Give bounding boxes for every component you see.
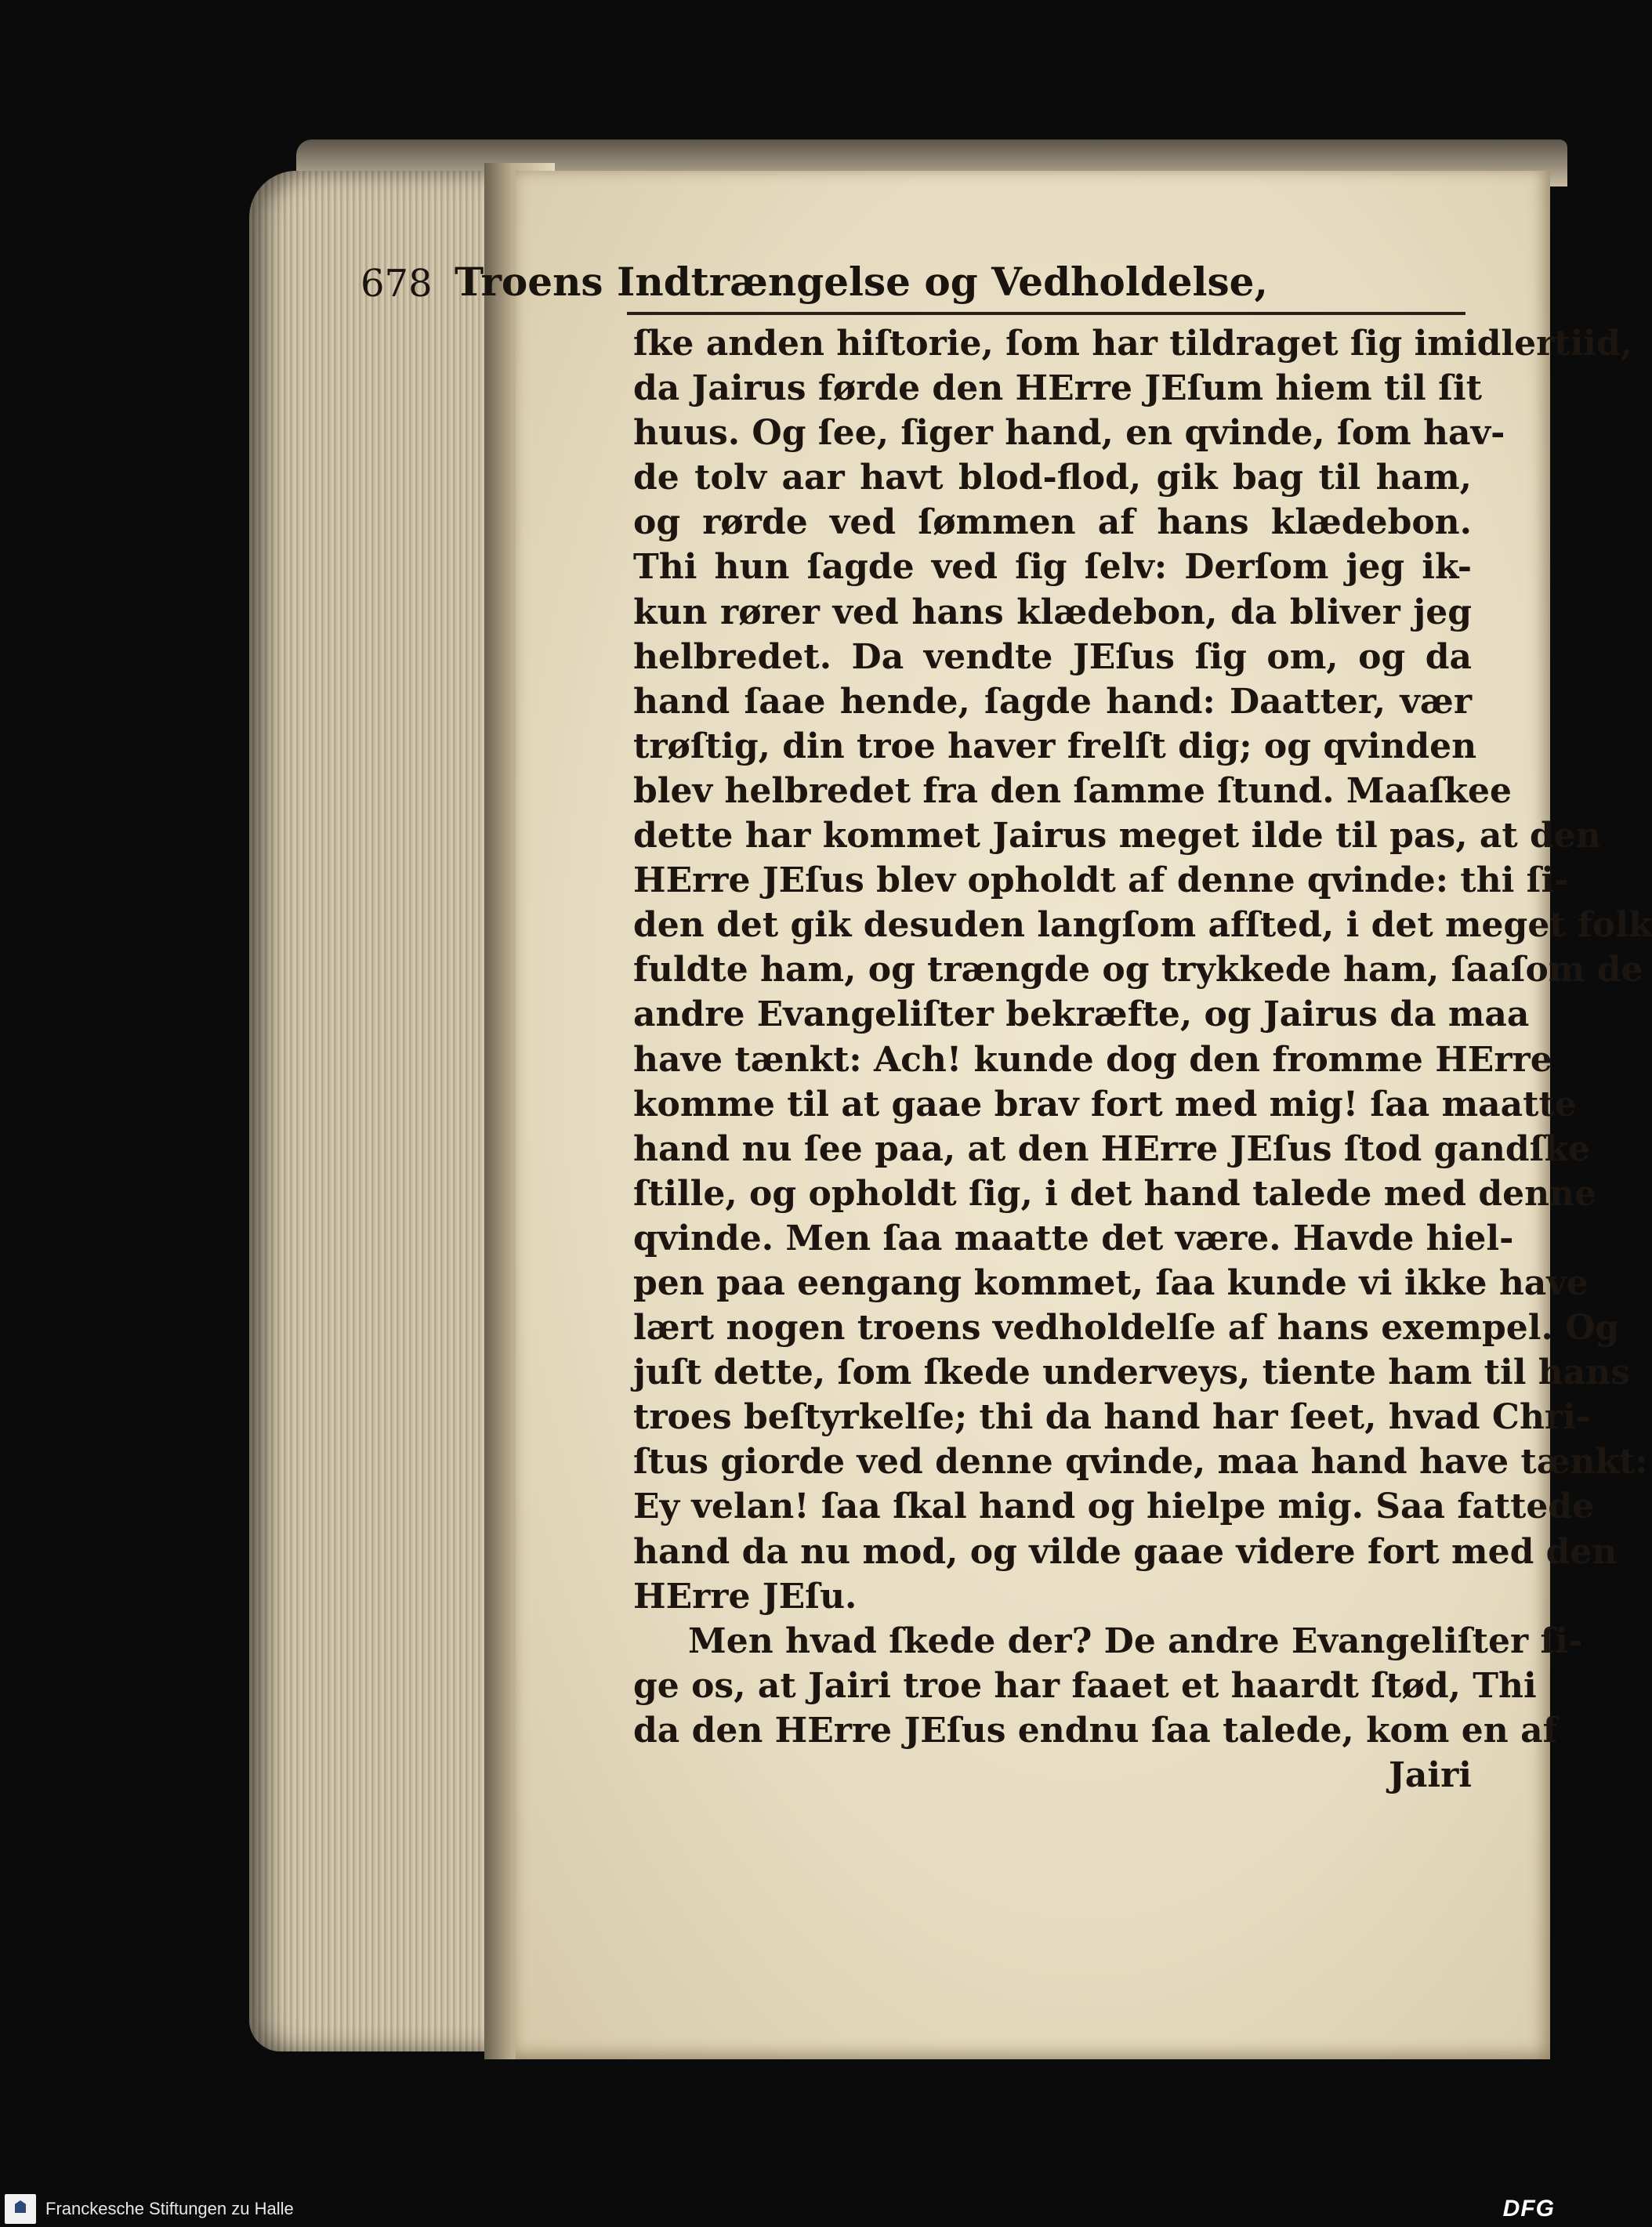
text-line: de tolv aar havt blod-flod, gik bag til ham, <box>633 458 1472 498</box>
text-line: andre Evangeliſter bekræfte, og Jairus da maa <box>633 994 1530 1035</box>
text-line: blev helbredet fra den ſamme ſtund. Maaſkee <box>633 770 1513 811</box>
text-line: pen paa eengang kommet, ſaa kunde vi ikke have <box>633 1262 1589 1303</box>
text-line: Ey velan! ſaa ſkal hand og hielpe mig. Saa fattede <box>633 1486 1595 1527</box>
text-line: Men hvad ſkede der? De andre Evangeliſter ſi- <box>688 1620 1583 1661</box>
text-line: qvinde. Men ſaa maatte det være. Havde hiel- <box>633 1218 1514 1258</box>
text-line: HErre JEſu. <box>633 1576 857 1617</box>
body-text <box>633 321 1652 1798</box>
text-line: ſke anden hiſtorie, ſom har tildraget ſig imidlertiid, <box>633 324 1633 364</box>
text-line: fuldte ham, og trængde og trykkede ham, ſaaſom de <box>633 950 1643 990</box>
text-line: hand ſaae hende, ſagde hand: Daatter, vær <box>633 681 1472 722</box>
dfg-logo: DFG <box>1502 2196 1555 2222</box>
text-line: ſtus giorde ved denne qvinde, maa hand have tænkt: <box>633 1442 1648 1483</box>
viewer-footer <box>0 2191 1567 2227</box>
page-header <box>360 259 1465 315</box>
text-line: hand da nu mod, og vilde gaae videre fort med den <box>633 1531 1618 1572</box>
catchword: Jairi <box>1389 1755 1472 1795</box>
text-line: kun rører ved hans klædebon, da bliver jeg <box>633 592 1472 632</box>
text-line: dette har kommet Jairus meget ilde til pas, at den <box>633 816 1601 856</box>
text-line: Thi hun ſagde ved ſig ſelv: Derſom jeg ik- <box>633 547 1472 588</box>
running-title: Troens Indtrængelse og Vedholdelse, <box>455 259 1268 305</box>
text-line: og rørde ved ſømmen af hans klædebon. <box>633 502 1472 543</box>
text-line: huus. Og ſee, ſiger hand, en qvinde, ſom hav- <box>633 413 1505 454</box>
text-line: juſt dette, ſom ſkede underveys, tiente ham til hans <box>633 1352 1630 1393</box>
text-line: lært nogen troens vedholdelſe af hans exempel. Og <box>633 1308 1620 1349</box>
text-line: trøſtig, din troe haver frelſt dig; og qvinden <box>633 726 1477 766</box>
page-number: 678 <box>360 262 433 306</box>
text-line: da Jairus førde den HErre JEſum hiem til ſit <box>633 368 1483 409</box>
text-line: ſtille, og opholdt ſig, i det hand talede med denne <box>633 1173 1597 1214</box>
text-line: have tænkt: Ach! kunde dog den fromme HErre <box>633 1039 1552 1080</box>
text-line: komme til at gaae brav fort med mig! ſaa maatte <box>633 1084 1577 1124</box>
text-line: da den HErre JEſus endnu ſaa talede, kom en af <box>633 1710 1558 1751</box>
library-name: Franckesche Stiftungen zu Halle <box>45 2199 294 2218</box>
text-line: troes beſtyrkelſe; thi da hand har ſeet, hvad Chri- <box>633 1397 1591 1438</box>
text-line: helbredet. Da vendte JEſus ſig om, og da <box>633 636 1472 677</box>
text-line: ge os, at Jairi troe har faaet et haardt ſtød, Thi <box>633 1665 1537 1706</box>
text-line: hand nu ſee paa, at den HErre JEſus ſtod gandſke <box>633 1128 1591 1169</box>
library-logo-icon <box>5 2194 36 2224</box>
text-line: den det gik desuden langſom afſted, i det meget folk <box>633 905 1652 946</box>
text-line: HErre JEſus blev opholdt af denne qvinde: thi ſi- <box>633 860 1569 901</box>
header-rule <box>627 312 1465 315</box>
